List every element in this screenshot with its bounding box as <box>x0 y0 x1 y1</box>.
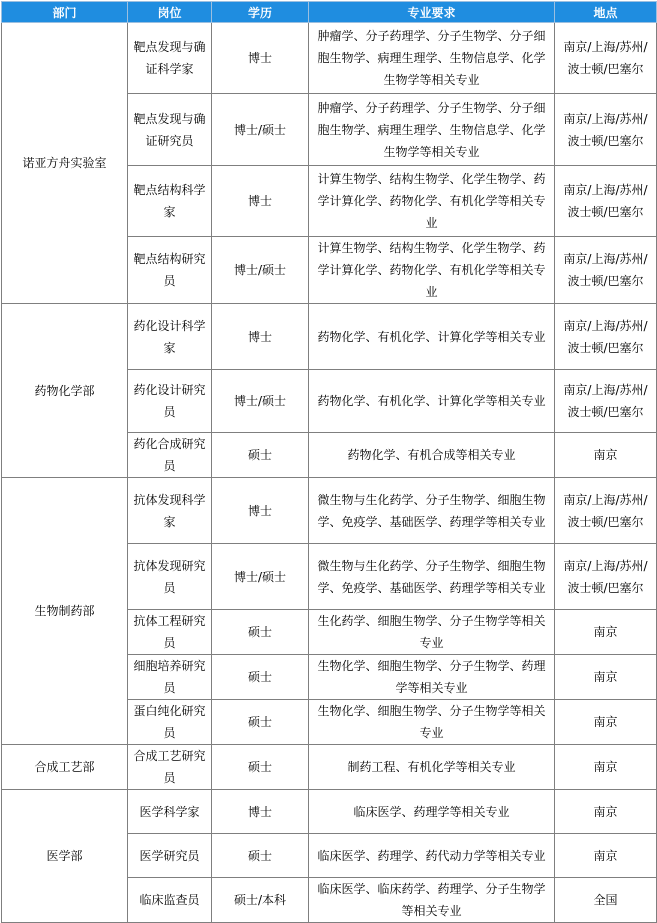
table-row <box>2 790 657 834</box>
degree-cell: 博士/硕士 <box>212 370 309 433</box>
department-cell: 生物制药部 <box>2 478 128 745</box>
position-cell: 靶点发现与确证研究员 <box>128 94 212 166</box>
requirements-cell: 微生物与生化药学、分子生物学、细胞生物学、免疫学、基础医学、药理学等相关专业 <box>309 478 555 544</box>
position-cell: 医学科学家 <box>128 790 212 834</box>
location-cell: 南京 <box>555 790 657 834</box>
requirements-cell: 生化药学、细胞生物学、分子生物学等相关专业 <box>309 610 555 655</box>
position-cell: 临床监查员 <box>128 878 212 923</box>
location-cell: 南京/上海/苏州/波士顿/巴塞尔 <box>555 544 657 610</box>
department-cell: 合成工艺部 <box>2 745 128 790</box>
table-row <box>2 304 657 370</box>
requirements-cell: 制药工程、有机化学等相关专业 <box>309 745 555 790</box>
position-cell: 药化设计科学家 <box>128 304 212 370</box>
degree-cell: 硕士 <box>212 700 309 745</box>
header-position: 岗位 <box>128 2 212 23</box>
recruitment-table <box>1 1 657 923</box>
position-cell: 药化设计研究员 <box>128 370 212 433</box>
requirements-cell: 药物化学、有机化学、计算化学等相关专业 <box>309 370 555 433</box>
degree-cell: 博士 <box>212 166 309 237</box>
requirements-cell: 临床医学、药理学等相关专业 <box>309 790 555 834</box>
requirements-cell: 药物化学、有机合成等相关专业 <box>309 433 555 478</box>
requirements-cell: 生物化学、细胞生物学、分子生物学等相关专业 <box>309 700 555 745</box>
degree-cell: 博士/硕士 <box>212 237 309 304</box>
header-degree: 学历 <box>212 2 309 23</box>
location-cell: 南京/上海/苏州/波士顿/巴塞尔 <box>555 370 657 433</box>
position-cell: 靶点结构研究员 <box>128 237 212 304</box>
degree-cell: 博士/硕士 <box>212 544 309 610</box>
department-cell: 诺亚方舟实验室 <box>2 23 128 304</box>
degree-cell: 博士 <box>212 23 309 94</box>
degree-cell: 博士 <box>212 478 309 544</box>
degree-cell: 博士/硕士 <box>212 94 309 166</box>
degree-cell: 硕士 <box>212 834 309 878</box>
position-cell: 蛋白纯化研究员 <box>128 700 212 745</box>
requirements-cell: 计算生物学、结构生物学、化学生物学、药学计算化学、药物化学、有机化学等相关专业 <box>309 166 555 237</box>
position-cell: 细胞培养研究员 <box>128 655 212 700</box>
position-cell: 药化合成研究员 <box>128 433 212 478</box>
location-cell: 南京 <box>555 433 657 478</box>
location-cell: 南京 <box>555 834 657 878</box>
header-location: 地点 <box>555 2 657 23</box>
degree-cell: 硕士 <box>212 745 309 790</box>
position-cell: 抗体工程研究员 <box>128 610 212 655</box>
degree-cell: 硕士 <box>212 610 309 655</box>
header-requirements: 专业要求 <box>309 2 555 23</box>
table-row <box>2 745 657 790</box>
location-cell: 南京/上海/苏州/波士顿/巴塞尔 <box>555 166 657 237</box>
location-cell: 南京 <box>555 745 657 790</box>
requirements-cell: 药物化学、有机化学、计算化学等相关专业 <box>309 304 555 370</box>
location-cell: 南京/上海/苏州/波士顿/巴塞尔 <box>555 94 657 166</box>
location-cell: 南京 <box>555 610 657 655</box>
header-row <box>2 2 657 23</box>
position-cell: 抗体发现科学家 <box>128 478 212 544</box>
location-cell: 南京 <box>555 655 657 700</box>
location-cell: 南京/上海/苏州/波士顿/巴塞尔 <box>555 237 657 304</box>
requirements-cell: 生物化学、细胞生物学、分子生物学、药理学等相关专业 <box>309 655 555 700</box>
position-cell: 抗体发现研究员 <box>128 544 212 610</box>
requirements-cell: 临床医学、临床药学、药理学、分子生物学等相关专业 <box>309 878 555 923</box>
position-cell: 合成工艺研究员 <box>128 745 212 790</box>
location-cell: 南京/上海/苏州/波士顿/巴塞尔 <box>555 478 657 544</box>
header-department: 部门 <box>2 2 128 23</box>
location-cell: 南京/上海/苏州/波士顿/巴塞尔 <box>555 23 657 94</box>
table-body <box>2 23 657 923</box>
requirements-cell: 临床医学、药理学、药代动力学等相关专业 <box>309 834 555 878</box>
requirements-cell: 肿瘤学、分子药理学、分子生物学、分子细胞生物学、病理生理学、生物信息学、化学生物学等相关专业 <box>309 94 555 166</box>
position-cell: 靶点结构科学家 <box>128 166 212 237</box>
requirements-cell: 肿瘤学、分子药理学、分子生物学、分子细胞生物学、病理生理学、生物信息学、化学生物学等相关专业 <box>309 23 555 94</box>
department-cell: 医学部 <box>2 790 128 923</box>
location-cell: 南京 <box>555 700 657 745</box>
requirements-cell: 微生物与生化药学、分子生物学、细胞生物学、免疫学、基础医学、药理学等相关专业 <box>309 544 555 610</box>
degree-cell: 硕士 <box>212 433 309 478</box>
degree-cell: 博士 <box>212 304 309 370</box>
location-cell: 全国 <box>555 878 657 923</box>
location-cell: 南京/上海/苏州/波士顿/巴塞尔 <box>555 304 657 370</box>
department-cell: 药物化学部 <box>2 304 128 478</box>
degree-cell: 硕士 <box>212 655 309 700</box>
position-cell: 医学研究员 <box>128 834 212 878</box>
requirements-cell: 计算生物学、结构生物学、化学生物学、药学计算化学、药物化学、有机化学等相关专业 <box>309 237 555 304</box>
table-row <box>2 478 657 544</box>
degree-cell: 硕士/本科 <box>212 878 309 923</box>
degree-cell: 博士 <box>212 790 309 834</box>
table-row <box>2 23 657 94</box>
position-cell: 靶点发现与确证科学家 <box>128 23 212 94</box>
